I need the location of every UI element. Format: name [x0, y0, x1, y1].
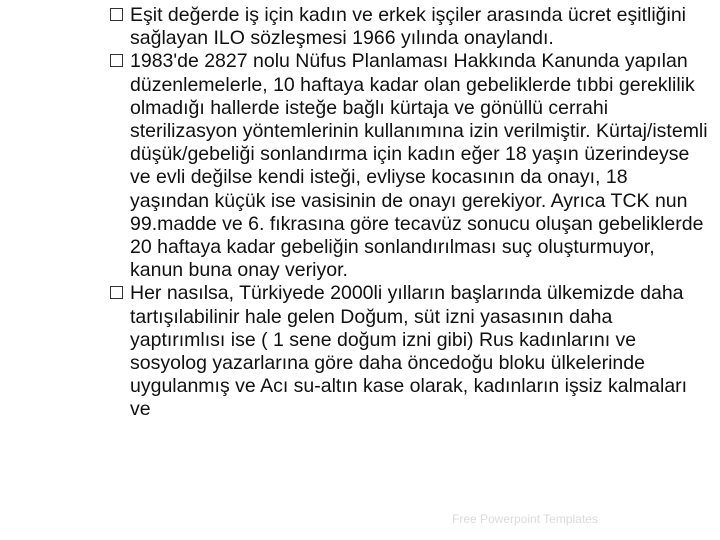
bullet-item — [110, 282, 710, 421]
empty-square-bullet-icon — [110, 8, 123, 21]
bullet-item — [110, 50, 710, 282]
bullet-text: Her nasılsa, Türkiyede 2000li yılların başlarında ülkemizde daha tartışılabilinir hale gelen Doğum, süt izni yasasının daha yaptırımlısı ise ( 1 sene doğum izni gibi) Rus kadınlarını ve sosyolog yazarlarına göre daha öncedoğu bloku ülkelerinde uygulanmış ve Acı su-altın kase olarak, kadınların işsiz kalmaları ve — [130, 282, 688, 421]
bullet-item — [110, 4, 710, 50]
bullet-text: Eşit değerde iş için kadın ve erkek işçiler arasında ücret eşitliğini sağlayan ILO sözleşmesi 1966 yılında onaylandı. — [130, 4, 687, 50]
empty-square-bullet-icon — [110, 54, 123, 67]
bullet-list — [110, 4, 710, 422]
empty-square-bullet-icon — [110, 286, 123, 299]
bullet-text: 1983'de 2827 nolu Nüfus Planlaması Hakkında Kanunda yapılan düzenlemelerle, 10 haftaya kadar olan gebeliklerde tıbbi gereklilik olmadığı hallerde isteğe bağlı kürtaja ve gönüllü cerrahi sterilizasyon yöntemlerinin kullanımına izin verilmiştir. Kürtaj/istemli düşük/gebeliği sonlandırma için kadın eğer 18 yaşın üzerindeyse ve evli değilse kendi isteği, evliyse kocasının da onayı, 18 yaşından küçük ise vasisinin de onayı gerekiyor. Ayrıca TCK nun 99.madde ve 6. fıkrasına göre tecavüz sonucu oluşan gebeliklerde 20 haftaya kadar gebeliğin sonlandırılması suç oluşturmuyor, kanun buna onay veriyor. — [130, 50, 708, 282]
watermark: Free Powerpoint Templates — [452, 512, 598, 526]
